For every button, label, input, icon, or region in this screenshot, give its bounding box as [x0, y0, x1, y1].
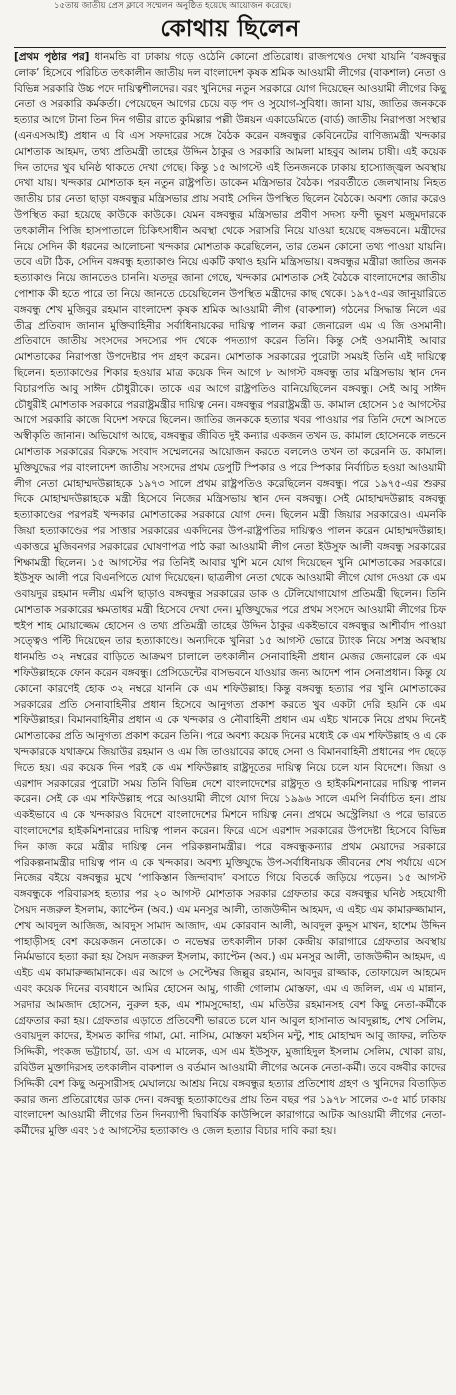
article-paragraph-text: ধানমন্ডি বা ঢাকায় গড়ে ওঠেনি কোনো প্রতিরোধ। রাজপথেও দেখা যায়নি ‘বঙ্গবন্ধুর লোক’ হিসেবে পরিচিত তৎকালীন জাতীয় দল বাংলাদেশ কৃষক শ্রমিক আওয়ামী লীগের (বাকশাল) নেতা ও বিভিন্ন সরকারি উচ্চ পদে দায়িত্বশীলদের। বরং খুনিদের নতুন সরকারে যোগ দিয়েছেন আওয়ামী লীগের কিছু নেতা ও সরকারি কর্মকর্তা। পেয়েছেন আগের চেয়ে বড় পদ ও সুযোগ-সুবিধা। জানা যায়, জাতির জনককে হত্যার আগে টানা তিন দিন গভীর রাতে কুমিল্লার পল্লী উন্নয়ন একাডেমিতে (বার্ড) জাতীয় নিরাপত্তা সংস্থার (এনএসআই) প্রধান এ বি এস সফদারের সঙ্গে বৈঠক করেন বঙ্গবন্ধুর কেবিনেটের বাণিজ্যমন্ত্রী খন্দকার মোশতাক আহমদ, তথ্য প্রতিমন্ত্রী তাহের উদ্দিন ঠাকুর ও সরকারি আমলা মাহবুব আলম চাষী। এই কয়েক দিন তাদের খুব ঘনিষ্ঠ থাকতে দেখা গেছে। কিন্তু ১৫ আগস্টে এই তিনজনকে ঢাকায় হাস্যোজ্জ্বল অবস্থায় দেখা যায়। খন্দকার মোশতাক হন নতুন রাষ্ট্রপতি। ডাকেন মন্ত্রিসভার বৈঠক। পরবর্তীতে জেলখানায় নিহত জাতীয় চার নেতা ছাড়া বঙ্গবন্ধুর মন্ত্রিসভার প্রায় সবাই সেদিন উপস্থিত ছিলেন বৈঠকে। অবশ্য জোর করেও উপস্থিত করা হয়েছে কাউকে কাউকে। যেমন বঙ্গবন্ধুর মন্ত্রিসভার প্রবীণ সদস্য ফণী ভূষণ মজুমদারকে তৎকালীন পিজি হাসপাতালে চিকিৎসাধীন অবস্থা থেকে সরাসরি নিয়ে যাওয়া হয়েছে বঙ্গভবনে। মন্ত্রীদের নিয়ে সেদিন কী ধরনের আলোচনা খন্দকার মোশতাক করেছিলেন, তার তেমন কোনো তথ্য পাওয়া যায়নি। তবে এটা ঠিক, সেদিন বঙ্গবন্ধু হত্যাকাণ্ড নিয়ে একটি কথাও হয়নি মন্ত্রিসভায়। বঙ্গবন্ধুর মন্ত্রীরা জাতির জনক হত্যাকাণ্ড নিয়ে জানতেও চাননি। যতদূর জানা গেছে, খন্দকার মোশতাক সেই বৈঠকে বাংলাদেশের জাতীয় পোশাক কী হতে পারে তা নিয়ে জানতে চেয়েছিলেন উপস্থিত মন্ত্রীদের কাছ থেকে। ১৯৭৫-এর জানুয়ারিতে বঙ্গবন্ধু শেখ মুজিবুর রহমান বাংলাদেশ কৃষক শ্রমিক আওয়ামী লীগ (বাকশাল) গঠনের সিদ্ধান্ত নিলে এর তীব্র প্রতিবাদ জানান মুক্তিবাহিনীর সর্বাধিনায়কের দায়িত্ব পালন করা জেনারেল এম এ জি ওসমানী। প্রতিবাদে জাতীয় সংসদের সদস্যের পদ থেকে পদত্যাগ করেন তিনি। কিন্তু সেই ওসমানীই আবার মোশতাকের নিরাপত্তা উপদেষ্টার পদ গ্রহণ করেন। মোশতাক সরকারের পুরোটা সময়ই তিনি এই দায়িত্বে ছিলেন। হত্যাকাণ্ডের শিকার হওয়ার মাত্র কয়েক দিন আগে ৮ আগস্ট বঙ্গবন্ধু তার মন্ত্রিসভায় স্থান দেন বিচারপতি আবু সাঈদ চৌধুরীকে। তাকে এর আগে রাষ্ট্রপতিও বানিয়েছিলেন বঙ্গবন্ধু। সেই আবু সাঈদ চৌধুরীই মোশতাক সরকারে পররাষ্ট্রমন্ত্রীর দায়িত্ব নেন। বঙ্গবন্ধুর পররাষ্ট্রমন্ত্রী ড. কামাল হোসেন ১৫ আগস্টের আগে সরকারি কাজে বিদেশ সফরে ছিলেন। জাতির জনককে হত্যার খবর পাওয়ার পর তিনি দেশে আসতে অস্বীকৃতি জানান। অভিযোগ আছে, বঙ্গবন্ধুর জীবিত দুই কন্যার একজন তখন ড. কামাল হোসেনকে লন্ডনে মোশতাক সরকারের বিরুদ্ধে সংবাদ সম্মেলনের আয়োজন করতে বললেও তখন তা করেননি ড. কামাল। মুক্তিযুদ্ধের পর বাংলাদেশ জাতীয় সংসদের প্রথম ডেপুটি স্পিকার ও পরে স্পিকার নির্বাচিত হওয়া আওয়ামী লীগ নেতা মোহাম্মদউল্লাহকে ১৯৭৩ সালে প্রথম রাষ্ট্রপতিও করেছিলেন বঙ্গবন্ধু। পরে ১৯৭৫-এর শুরুর দিকে মোহাম্মদউল্লাহকে মন্ত্রী হিসেবে নিজের মন্ত্রিসভায় স্থান দেন বঙ্গবন্ধু। সেই মোহাম্মদউল্লাহ বঙ্গবন্ধু হত্যাকাণ্ডের পরপরই খন্দকার মোশতাকের সরকারে যোগ দেন। ছিলেন মন্ত্রী জিয়ার সরকারেও। এমনকি জিয়া হত্যাকাণ্ডের পর সাত্তার সরকারের একদিনের উপ-রাষ্ট্রপতির দায়িত্বও পালন করেন মোহাম্মদউল্লাহ। একাত্তরে মুজিবনগর সরকারের ঘোষণাপত্র পাঠ করা আওয়ামী লীগ নেতা ইউসুফ আলী বঙ্গবন্ধু সরকারের শিক্ষামন্ত্রী ছিলেন। ১৫ আগস্টের পর তিনিই আবার খুশি মনে যোগ দিয়েছেন খুনি মোশতাকের সরকারে। ইউসুফ আলী পরে বিএনপিতে যোগ দিয়েছেন। ছাত্রলীগ নেতা থেকে আওয়ামী লীগে যোগ দেওয়া কে এম ওবায়দুর রহমান দলীয় এমপি ছাড়াও বঙ্গবন্ধুর সরকারের ডাক ও টেলিযোগাযোগ প্রতিমন্ত্রী ছিলেন। তিনি মোশতাক সরকারের ক্ষমতাধর মন্ত্রী হিসেবে দেখা দেন। মুক্তিযুদ্ধের পরে প্রথম সংসদে আওয়ামী লীগের চিফ হুইপ শাহ মোয়াজ্জেম হোসেন ও তথ্য প্রতিমন্ত্রী তাহের উদ্দিন ঠাকুর একইভাবে বঙ্গবন্ধুর আশীর্বাদ পাওয়া সত্ত্বেও পল্টি দিয়েছেন তার হত্যাকাণ্ডে। অন্যদিকে খুনিরা ১৫ আগস্ট ভোরে ট্যাংক নিয়ে সশস্ত্র অবস্থায় ধানমন্ডি ৩২ নম্বরের বাড়িতে আক্রমণ চালালে তৎকালীন সেনাবাহিনী প্রধান মেজর জেনারেল কে এম শফিউল্লাহকে ফোন করেন বঙ্গবন্ধু। প্রেসিডেন্টের বাসভবনে যাওয়ার জন্য আদেশ পান সেনাপ্রধান। কিন্তু যে কোনো কারণেই হোক ৩২ নম্বরে যাননি কে এম শফিউল্লাহ। কিন্তু বঙ্গবন্ধু হত্যার পর খুনি মোশতাকের সরকারের প্রতি সেনাবাহিনীর প্রধান হিসেবে আনুগত্য প্রকাশ করতে খুব একটা দেরি হয়নি কে এম শফিউল্লাহর। বিমানবাহিনীর প্রধান এ কে খন্দকার ও নৌবাহিনী প্রধান এম এইচ খানকে নিয়ে প্রথম দিনেই মোশতাকের প্রতি আনুগত্য প্রকাশ করেন তিনি। পরে অবশ্য কয়েক দিনের মধ্যেই কে এম শফিউল্লাহ ও এ কে খন্দকারকে যথাক্রমে জিয়াউর রহমান ও এম জি তাওয়াবের কাছে সেনা ও বিমানবাহিনী প্রধানের পদ ছেড়ে দিতে হয়। এর কয়েক দিন পরই কে এম শফিউল্লাহ রাষ্ট্রদূতের দায়িত্ব নিয়ে চলে যান বিদেশে। জিয়া ও এরশাদ সরকারের পুরোটা সময় তিনি বিভিন্ন দেশে বাংলাদেশের রাষ্ট্রদূত ও হাইকমিশনারের দায়িত্ব পালন করেন। সেই কে এম শফিউল্লাহ পরে আওয়ামী লীগে যোগ দিয়ে ১৯৯৬ সালে এমপি নির্বাচিত হন। প্রায় একইভাবে এ কে খন্দকারও বিদেশে বাংলাদেশের মিশনে দায়িত্ব নেন। প্রথমে অস্ট্রেলিয়া ও পরে ভারতে বাংলাদেশের হাইকমিশনারের দায়িত্ব পালন করেন। ফিরে এসে এরশাদ সরকারের উপদেষ্টা হিসেবে বিভিন্ন দিন কাজ করে মন্ত্রীর দায়িত্ব নেন পরিকল্পনামন্ত্রীর। পরে বঙ্গবন্ধুকন্যার প্রথম মেয়াদের সরকারে পরিকল্পনামন্ত্রীর দায়িত্ব পান এ কে খন্দকার। অবশ্য মুক্তিযুদ্ধে উপ-সর্বাধিনায়ক জীবনের শেষ পর্যায়ে এসে নিজের বইয়ে বঙ্গবন্ধুর মুখে ‘পাকিস্তান জিন্দাবাদ’ বসাতে গিয়ে বিতর্কে জড়িয়ে পড়েন। ১৫ আগস্ট বঙ্গবন্ধুকে পরিবারসহ হত্যার পর ২০ আগস্ট মোশতাক সরকার গ্রেফতার করে বঙ্গবন্ধুর ঘনিষ্ঠ সহযোগী সৈয়দ নজরুল ইসলাম, ক্যাপ্টেন (অব.) এম মনসুর আলী, তাজউদ্দীন আহমদ, এ এইচ এম কামারুজ্জামান, শেখ আবদুল আজিজ, আবদুস সামাদ আজাদ, এম কোরবান আলী, আবদুল কুদ্দুস মাখন, হাশেম উদ্দিন পাহাড়ীসহ বেশ কয়েকজন নেতাকে। ৩ নভেম্বর তৎকালীন ঢাকা কেন্দ্রীয় কারাগারে গ্রেফতার অবস্থায় নির্মমভাবে হত্যা করা হয় সৈয়দ নজরুল ইসলাম, ক্যাপ্টেন (অব.) এম মনসুর আলী, তাজউদ্দীন আহমদ, এ এইচ এম কামারুজ্জামানকে। এর আগে ৬ সেপ্টেম্বর জিল্লুর রহমান, আবদুর রাজ্জাক, তোফায়েল আহমেদ এবং কয়েক দিনের ব্যবধানে আমির হোসেন আমু, গাজী গোলাম মোস্তফা, এম এ জলিল, এম এ মান্নান, সরদার আমজাদ হোসেন, নুরুল হক, এম শামসুদ্দোহা, এম মতিউর রহমানসহ বেশ কিছু নেতা-কর্মীকে গ্রেফতার করা হয়। গ্রেফতার এড়াতে প্রতিবেশী ভারতে চলে যান আবুল হাসানাত আবদুল্লাহ, শেখ সেলিম, ওবায়দুল কাদের, ইসমত কাদির গামা, মো. নাসিম, মোস্তফা মহসিন মন্টু, শাহ মোহাম্মদ আবু জাফর, লতিফ সিদ্দিকী, পংকজ ভট্টাচার্য, ডা. এস এ মালেক, এস এম ইউসুফ, মুজাহিদুল ইসলাম সেলিম, খোকা রায়, রবিউল মুক্তাদিরসহ তৎকালীন বাকশাল ও বর্তমান আওয়ামী লীগের অনেক নেতা-কর্মী। তবে বঙ্গবীর কাদের সিদ্দিকী বেশ কিছু অনুসারীসহ মেঘালয়ে আশ্রয় নিয়ে বঙ্গবন্ধুর হত্যার প্রতিশোধ গ্রহণ ও খুনিদের বিতাড়িত করার জন্য প্রতিরোধের ডাক দেন। বঙ্গবন্ধু হত্যাকাণ্ডের প্রায় তিন বছর পর ১৯৭৮ সালের ৩-৫ মার্চ ঢাকায় বাংলাদেশ আওয়ামী লীগের তিন দিনব্যাপী দ্বিবার্ষিক কাউন্সিলে কারাগারে আটক আওয়ামী লীগের নেতা-কর্মীদের মুক্তি এবং ১৫ আগস্টের হত্যাকাণ্ড ও জেল হত্যার বিচার দাবি করা হয়।	[14, 51, 447, 1138]
continued-from-label: [প্রথম পৃষ্ঠার পর]	[14, 51, 90, 63]
article-headline: কোথায় ছিলেন	[160, 15, 300, 42]
article-body	[14, 50, 446, 1140]
previous-article-tail: ১৫তায় জাতীয় প্রেস ক্লাবে সম্মেলন অনুষ্ঠিত হয়েছে আয়োজন করেছে।	[54, 1, 292, 11]
article-paragraph	[14, 50, 446, 1140]
headline-divider	[14, 47, 446, 48]
